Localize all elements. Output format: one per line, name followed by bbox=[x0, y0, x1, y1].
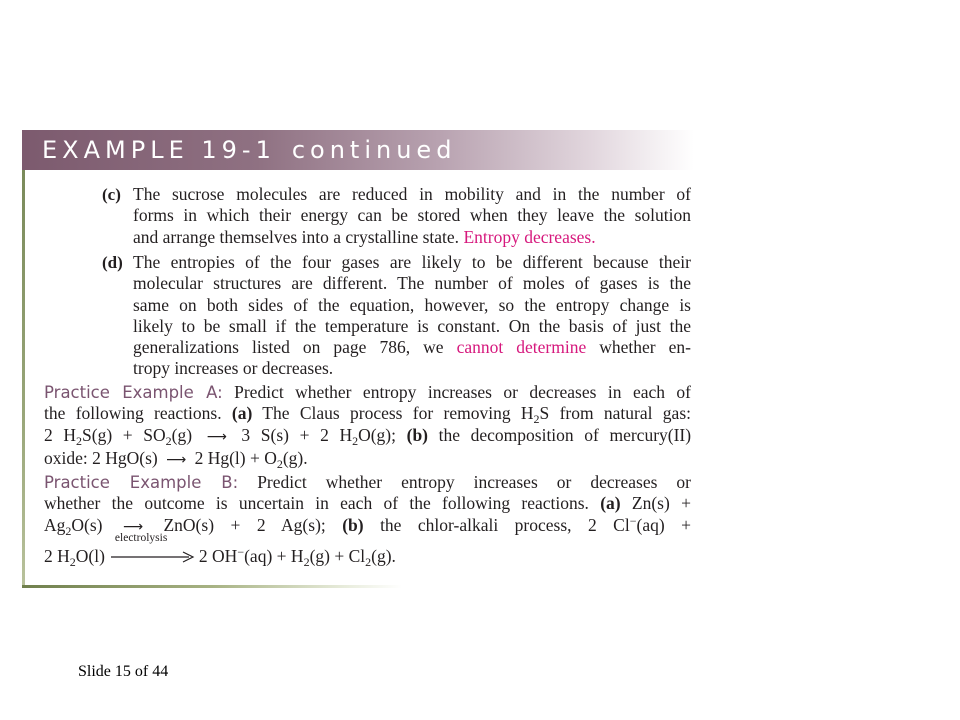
part-d-text bbox=[133, 252, 691, 380]
practice-a-line-2 bbox=[44, 403, 691, 427]
practice-a-line-2-end: S from natural gas: bbox=[539, 403, 691, 424]
left-rule-divider bbox=[22, 170, 25, 588]
eq1-product-2-sub: 2 bbox=[352, 433, 359, 448]
eq2-product-1: 2 Hg(l) bbox=[194, 447, 246, 468]
eq2-reactant: oxide: 2 HgO(s) bbox=[44, 447, 158, 468]
part-c-line-3-text: and arrange themselves into a crystalline state. bbox=[133, 226, 464, 247]
eq1-plus-2: + bbox=[299, 424, 310, 445]
eq4-product-1-end: (aq) bbox=[244, 545, 273, 566]
eq1-reactant-1-end: S(g) bbox=[82, 424, 113, 445]
practice-a-label: Practice Example A: bbox=[44, 383, 223, 402]
eq4-reactant-end: O(l) bbox=[75, 545, 105, 566]
practice-b-part-b-label: (b) bbox=[342, 514, 364, 535]
example-title-continued: continued bbox=[291, 136, 457, 164]
practice-a-line-4 bbox=[44, 448, 691, 471]
eq4-product-2-end: (g) bbox=[309, 545, 330, 566]
practice-b-line-4 bbox=[44, 531, 691, 569]
eq1-reactant-2-end: (g) bbox=[171, 424, 193, 445]
eq1-product-2-end: O(g); bbox=[358, 424, 396, 445]
eq1-tail: the decomposition of mercury(II) bbox=[428, 424, 692, 445]
practice-b-label: Practice Example B: bbox=[44, 473, 239, 492]
practice-b-line-2-end: Zn(s) + bbox=[620, 493, 691, 514]
chloride-ion-end: (aq) bbox=[636, 514, 665, 535]
eq1-reactant-1-sub: 2 bbox=[76, 433, 83, 448]
eq4-reactant: 2 H bbox=[44, 545, 70, 566]
practice-b-line-1-text: Predict whether entropy increases or decreases or bbox=[257, 472, 692, 492]
practice-example-b bbox=[44, 472, 691, 567]
part-c-line-3 bbox=[133, 227, 691, 248]
practice-a-line-2-pre: the following reactions. bbox=[44, 403, 232, 424]
electrolysis-arrow-icon bbox=[109, 531, 195, 564]
part-d-line-4: likely to be small if the temperature is constant. On the basis of just the bbox=[133, 315, 691, 336]
practice-b-line-1 bbox=[44, 472, 691, 493]
slide-number: Slide 15 of 44 bbox=[78, 663, 169, 680]
part-c-text bbox=[133, 184, 691, 248]
practice-a-part-b-label: (b) bbox=[406, 424, 429, 445]
part-d-line-3: same on both sides of the equation, however, so the entropy change is bbox=[133, 294, 691, 315]
part-d-line-2: molecular structures are different. The number of moles of gases is the bbox=[133, 273, 691, 294]
eq3-product-2: 2 Ag(s); bbox=[256, 514, 326, 535]
eq1-product-2: 2 H bbox=[320, 424, 353, 445]
eq1-reactant-1: 2 H bbox=[44, 424, 77, 445]
eq2-plus: + bbox=[249, 447, 260, 468]
eq4-product-1: 2 OH bbox=[198, 545, 238, 566]
practice-example-a bbox=[44, 382, 691, 471]
reaction-arrow-icon: ⟶ bbox=[166, 451, 187, 468]
eq4-product-2: H bbox=[290, 545, 304, 566]
long-arrow-icon bbox=[109, 546, 195, 564]
eq1-reactant-2: SO bbox=[143, 424, 166, 445]
example-title-main: EXAMPLE 19-1 bbox=[42, 136, 276, 164]
eq3-plus-2: + bbox=[681, 514, 692, 535]
eq3-reactant-sub: 2 bbox=[65, 523, 72, 538]
reaction-arrow-icon: ⟶ bbox=[206, 428, 227, 445]
example-header-bar bbox=[22, 130, 694, 170]
eq2-product-2-end: (g). bbox=[282, 447, 308, 468]
eq3-reactant: Ag bbox=[44, 514, 66, 535]
chloride-ion-charge: − bbox=[629, 513, 637, 528]
eq4-product-2-sub: 2 bbox=[303, 554, 310, 569]
part-d-line-5 bbox=[133, 337, 691, 358]
eq4-product-3: Cl bbox=[348, 545, 366, 566]
part-c-line-1: The sucrose molecules are reduced in mobility and in the number of bbox=[133, 184, 691, 204]
hydroxide-charge: − bbox=[237, 544, 245, 559]
eq2-product-2-sub: 2 bbox=[276, 456, 283, 471]
practice-a-line-1-text: Predict whether entropy increases or decreases in each of bbox=[234, 382, 692, 402]
eq4-plus-2: + bbox=[334, 545, 345, 566]
eq3-tail: the chlor-alkali process, bbox=[380, 514, 572, 535]
part-d-line-5-text: generalizations listed on page 786, we bbox=[133, 337, 457, 358]
chloride-ion: 2 Cl bbox=[587, 514, 630, 535]
eq3-reactant-end: O(s) bbox=[71, 514, 103, 535]
bottom-rule-divider bbox=[22, 585, 402, 588]
eq1-product-1: 3 S(s) bbox=[241, 424, 289, 445]
cannot-determine-highlight: cannot determine bbox=[456, 337, 587, 358]
practice-a-line-2-post: The Claus process for removing H bbox=[252, 403, 534, 424]
part-d-line-6: tropy increases or decreases. bbox=[133, 358, 334, 379]
part-c-label: (c) bbox=[102, 185, 121, 204]
part-d-line-5-tail: whether en- bbox=[586, 337, 691, 358]
part-c-line-2: forms in which their energy can be stored when they leave the solution bbox=[133, 205, 691, 226]
practice-a-equation-line bbox=[44, 425, 691, 448]
eq2-product-2: O bbox=[264, 447, 277, 468]
eq4-product-3-end: (g). bbox=[371, 545, 396, 566]
eq4-reactant-sub: 2 bbox=[69, 554, 76, 569]
eq4-product-3-sub: 2 bbox=[365, 554, 372, 569]
part-d-label: (d) bbox=[102, 253, 123, 272]
practice-b-line-2 bbox=[44, 493, 691, 514]
practice-b-line-2-pre: whether the outcome is uncertain in each of the following reactions. bbox=[44, 493, 601, 514]
example-title bbox=[42, 136, 456, 164]
eq1-plus: + bbox=[122, 424, 133, 445]
eq1-reactant-2-sub: 2 bbox=[165, 433, 172, 448]
part-d-line-1: The entropies of the four gases are likely to be different because their bbox=[133, 252, 691, 272]
eq4-plus: + bbox=[276, 545, 287, 566]
entropy-decreases-highlight: Entropy decreases. bbox=[463, 226, 596, 247]
eq3-plus: + bbox=[230, 514, 241, 535]
practice-a-part-a-label: (a) bbox=[231, 403, 253, 424]
electrolysis-label: electrolysis bbox=[114, 531, 168, 544]
eq3-product-1: ZnO(s) bbox=[163, 514, 215, 535]
practice-a-line-1 bbox=[44, 382, 691, 403]
practice-b-part-a-label: (a) bbox=[600, 493, 621, 514]
reaction-arrow-icon: ⟶ bbox=[122, 518, 144, 535]
h2s-subscript: 2 bbox=[533, 412, 540, 427]
